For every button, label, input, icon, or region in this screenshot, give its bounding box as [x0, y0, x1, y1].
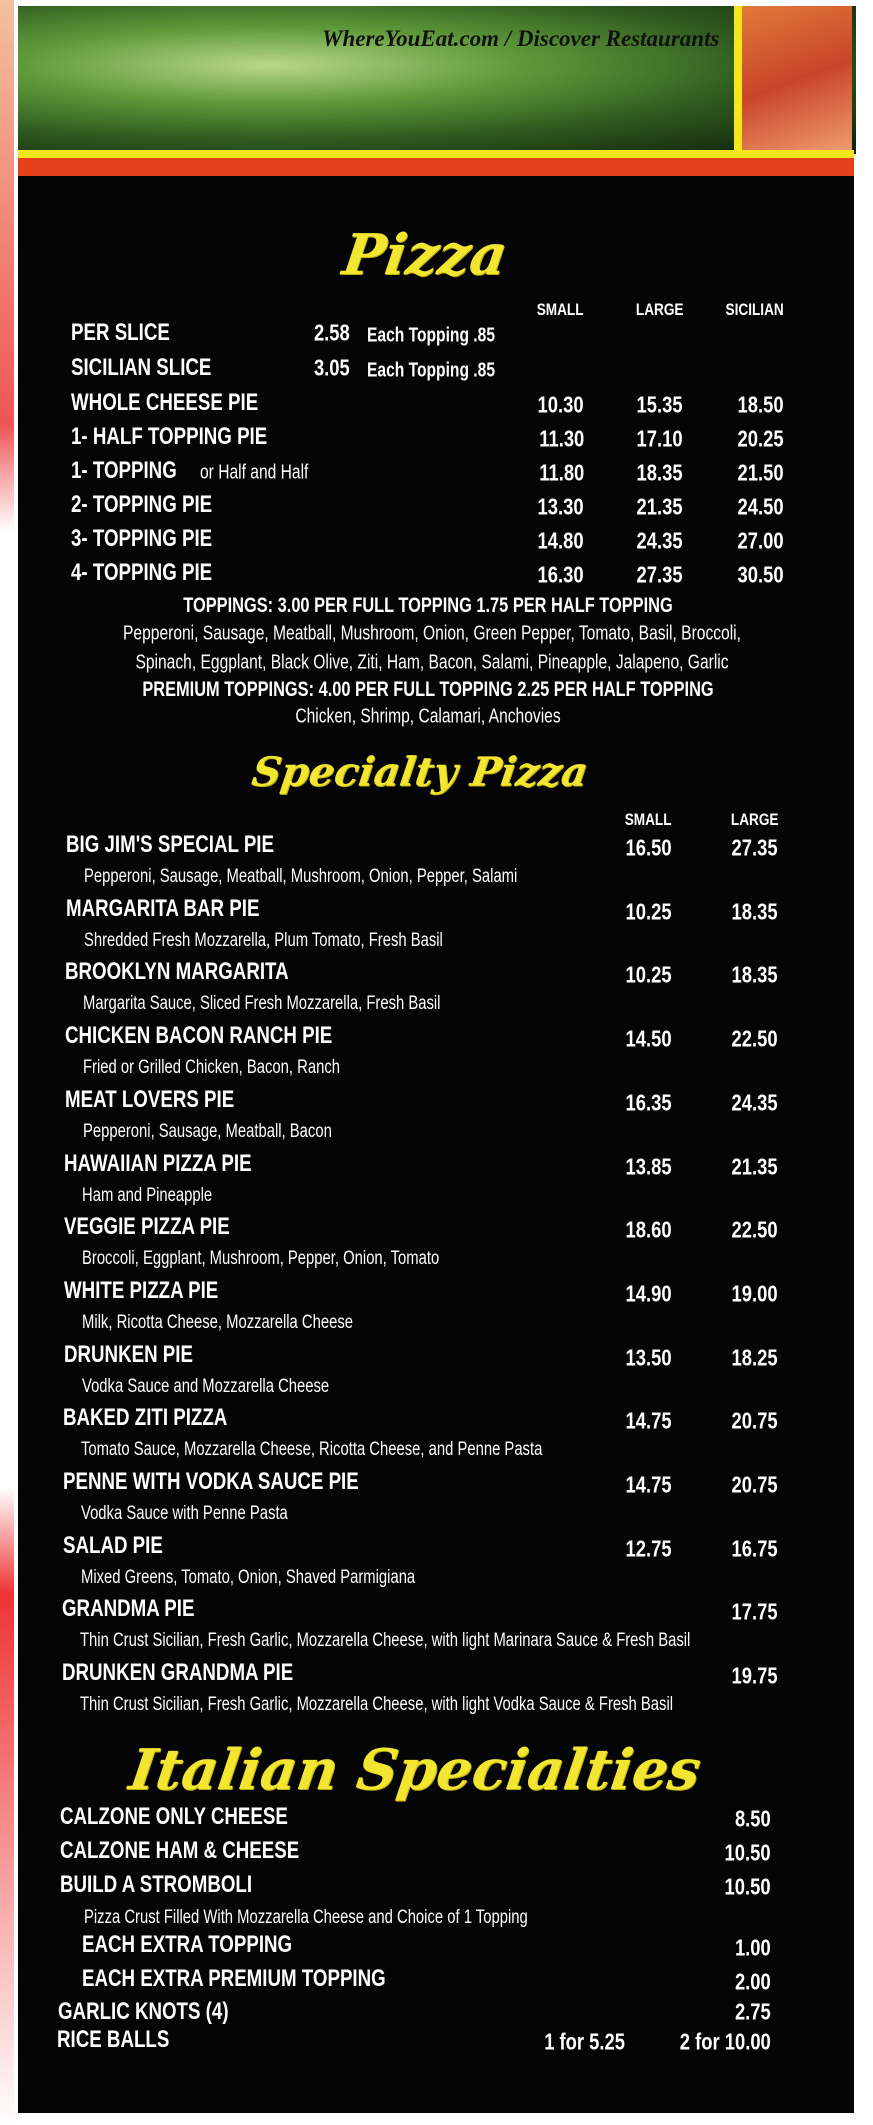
premium-list: Chicken, Shrimp, Calamari, Anchovies: [295, 705, 561, 728]
specialty-item-name: MARGARITA BAR PIE: [66, 894, 260, 922]
specialty-price-large: 20.75: [731, 1407, 778, 1434]
pie-name: 2- TOPPING PIE: [71, 491, 213, 518]
pie-price: 20.25: [737, 425, 784, 452]
pie-price: 27.00: [737, 527, 784, 554]
menu-edge: [0, 0, 14, 2125]
col-large: LARGE: [635, 300, 683, 319]
specialty-item-name: HAWAIIAN PIZZA PIE: [64, 1149, 252, 1177]
pie-price: 21.35: [636, 493, 683, 520]
specialty-price-small: 14.50: [625, 1025, 672, 1052]
pie-name: 1- HALF TOPPING PIE: [71, 423, 268, 450]
rice-balls-price-one: 1 for 5.25: [544, 2028, 625, 2055]
pie-note: or Half and Half: [200, 461, 309, 484]
garlic-knots-price: 2.75: [735, 1998, 771, 2025]
specialty-item-name: VEGGIE PIZZA PIE: [64, 1213, 230, 1241]
specialty-price-large: 24.35: [731, 1089, 778, 1116]
specialty-price-small: 14.90: [625, 1280, 672, 1307]
italian-item-name: CALZONE HAM & CHEESE: [60, 1837, 300, 1864]
specialty-item-name: DRUNKEN PIE: [64, 1340, 193, 1368]
pie-price: 11.30: [538, 425, 584, 452]
specialty-item-name: GRANDMA PIE: [62, 1595, 195, 1623]
specialty-item-name: DRUNKEN GRANDMA PIE: [62, 1659, 294, 1687]
specialty-item-name: SALAD PIE: [63, 1531, 163, 1559]
italian-title: Italian Specialties: [125, 1737, 705, 1803]
specialty-item-desc: Fried or Grilled Chicken, Bacon, Ranch: [83, 1057, 340, 1079]
specialty-price-small: 16.35: [625, 1089, 672, 1116]
specialty-price-small: 13.85: [625, 1153, 672, 1179]
pie-price: 18.50: [737, 391, 784, 418]
specialty-price-large: 16.75: [731, 1535, 778, 1562]
specialty-item-desc: Vodka Sauce with Penne Pasta: [81, 1503, 288, 1524]
italian-item-price: 10.50: [724, 1839, 771, 1866]
italian-item-price: 10.50: [724, 1873, 771, 1900]
specialty-item-desc: Ham and Pineapple: [82, 1184, 213, 1206]
specialty-item-desc: Broccoli, Eggplant, Mushroom, Pepper, Onion, Tomato: [82, 1248, 440, 1270]
col-sicilian: SICILIAN: [725, 300, 784, 319]
pie-price: 18.35: [636, 459, 683, 486]
garlic-knots-name: GARLIC KNOTS (4): [58, 1998, 229, 2025]
extra-topping-price: 1.00: [735, 1934, 771, 1961]
slice-price: 3.05: [314, 354, 350, 381]
specialty-item-desc: Pepperoni, Sausage, Meatball, Mushroom, Onion, Pepper, Salami: [84, 866, 518, 887]
specialty-price-large: 27.35: [731, 834, 778, 861]
specialty-price-small: 13.50: [625, 1344, 672, 1371]
specialty-item-desc: Thin Crust Sicilian, Fresh Garlic, Mozzarella Cheese, with light Marinara Sauce & Fresh Basil: [80, 1630, 691, 1652]
specialty-price-large: 22.50: [731, 1025, 778, 1052]
specialty-col-large: LARGE: [730, 810, 778, 829]
pie-name: WHOLE CHEESE PIE: [71, 389, 259, 416]
specialty-item-name: CHICKEN BACON RANCH PIE: [65, 1022, 333, 1050]
premium-heading: PREMIUM TOPPINGS: 4.00 PER FULL TOPPING 2.25 PER HALF TOPPING: [142, 678, 714, 701]
slice-name: PER SLICE: [71, 319, 170, 346]
specialty-price-large: 22.50: [731, 1216, 778, 1243]
pie-price: 30.50: [737, 561, 784, 588]
extra-topping-name: EACH EXTRA PREMIUM TOPPING: [82, 1965, 386, 1992]
yellow-stripe: [18, 150, 854, 158]
italian-item-price: 8.50: [735, 1805, 771, 1832]
specialty-price-small: 10.25: [625, 898, 672, 925]
specialty-price-large: 18.35: [731, 898, 778, 925]
specialty-price-large: 19.00: [731, 1280, 778, 1307]
pie-price: 11.80: [538, 459, 584, 486]
watermark: WhereYouEat.com / Discover Restaurants: [322, 26, 720, 51]
specialty-item-name: BROOKLYN MARGARITA: [65, 958, 289, 986]
pie-price: 10.30: [537, 391, 584, 418]
pie-name: 3- TOPPING PIE: [71, 525, 213, 552]
red-stripe: [18, 158, 854, 176]
specialty-item-desc: Pepperoni, Sausage, Meatball, Bacon: [83, 1120, 332, 1142]
specialty-item-desc: Mixed Greens, Tomato, Onion, Shaved Parmigiana: [81, 1566, 416, 1588]
specialty-item-desc: Thin Crust Sicilian, Fresh Garlic, Mozzarella Cheese, with light Vodka Sauce & Fresh Basil: [80, 1694, 674, 1716]
specialty-item-desc: Tomato Sauce, Mozzarella Cheese, Ricotta Cheese, and Penne Pasta: [81, 1439, 543, 1461]
specialty-item-name: PENNE WITH VODKA SAUCE PIE: [63, 1468, 359, 1495]
specialty-item-name: BIG JIM'S SPECIAL PIE: [66, 831, 275, 858]
specialty-item-name: BAKED ZITI PIZZA: [63, 1404, 228, 1432]
slice-price: 2.58: [314, 319, 350, 346]
specialty-price-small: 14.75: [625, 1407, 672, 1434]
pie-price: 24.35: [636, 527, 683, 554]
specialty-price-small: 16.50: [625, 834, 672, 861]
specialty-price-large: 19.75: [731, 1662, 778, 1689]
specialty-price-small: 18.60: [625, 1216, 672, 1243]
specialty-item-name: MEAT LOVERS PIE: [65, 1085, 235, 1113]
extra-topping-price: 2.00: [735, 1968, 771, 1995]
specialty-price-large: 17.75: [731, 1598, 778, 1625]
specialty-price-large: 18.25: [731, 1344, 778, 1371]
specialty-price-large: 18.35: [731, 961, 778, 988]
italian-item-name: CALZONE ONLY CHEESE: [60, 1803, 288, 1830]
toppings-heading: TOPPINGS: 3.00 PER FULL TOPPING 1.75 PER HALF TOPPING: [183, 594, 673, 617]
extra-topping-name: EACH EXTRA TOPPING: [82, 1931, 293, 1958]
pie-price: 17.10: [636, 425, 683, 452]
toppings-list-2: Spinach, Eggplant, Black Olive, Ziti, Ham, Bacon, Salami, Pineapple, Jalapeno, Garlic: [135, 651, 729, 674]
pie-price: 21.50: [737, 459, 784, 486]
slice-name: SICILIAN SLICE: [71, 354, 212, 381]
pie-price: 14.80: [537, 527, 584, 554]
col-small: SMALL: [537, 300, 584, 319]
food-photo: [742, 6, 852, 154]
slice-topping-note: Each Topping .85: [367, 324, 495, 347]
slice-topping-note: Each Topping .85: [367, 359, 495, 382]
rice-balls-price-two: 2 for 10.00: [679, 2028, 771, 2055]
pie-name: 1- TOPPING: [71, 457, 177, 484]
specialty-col-small: SMALL: [625, 810, 672, 829]
specialty-price-large: 20.75: [731, 1471, 778, 1498]
pie-name: 4- TOPPING PIE: [71, 559, 213, 586]
specialty-price-large: 21.35: [731, 1153, 778, 1179]
specialty-item-desc: Shredded Fresh Mozzarella, Plum Tomato, Fresh Basil: [84, 929, 443, 951]
specialty-item-desc: Margarita Sauce, Sliced Fresh Mozzarella, Fresh Basil: [83, 993, 441, 1015]
specialty-price-small: 14.75: [625, 1471, 672, 1498]
pie-price: 15.35: [636, 391, 683, 418]
pizza-title: Pizza: [338, 222, 512, 288]
specialty-item-name: WHITE PIZZA PIE: [64, 1276, 219, 1304]
toppings-list-1: Pepperoni, Sausage, Meatball, Mushroom, Onion, Green Pepper, Tomato, Basil, Broccoli,: [123, 622, 741, 645]
stromboli-desc: Pizza Crust Filled With Mozzarella Cheese and Choice of 1 Topping: [84, 1907, 528, 1928]
italian-item-name: BUILD A STROMBOLI: [60, 1871, 253, 1898]
specialty-item-desc: Milk, Ricotta Cheese, Mozzarella Cheese: [82, 1311, 353, 1333]
photo-divider: [734, 6, 742, 154]
specialty-title: Specialty Pizza: [249, 748, 591, 796]
pie-price: 27.35: [636, 561, 683, 588]
pie-price: 13.30: [537, 493, 584, 520]
specialty-item-desc: Vodka Sauce and Mozzarella Cheese: [82, 1375, 330, 1397]
pie-price: 16.30: [537, 561, 584, 588]
specialty-price-small: 12.75: [625, 1535, 672, 1562]
specialty-price-small: 10.25: [625, 961, 672, 988]
pie-price: 24.50: [737, 493, 784, 520]
rice-balls-name: RICE BALLS: [57, 2026, 170, 2053]
